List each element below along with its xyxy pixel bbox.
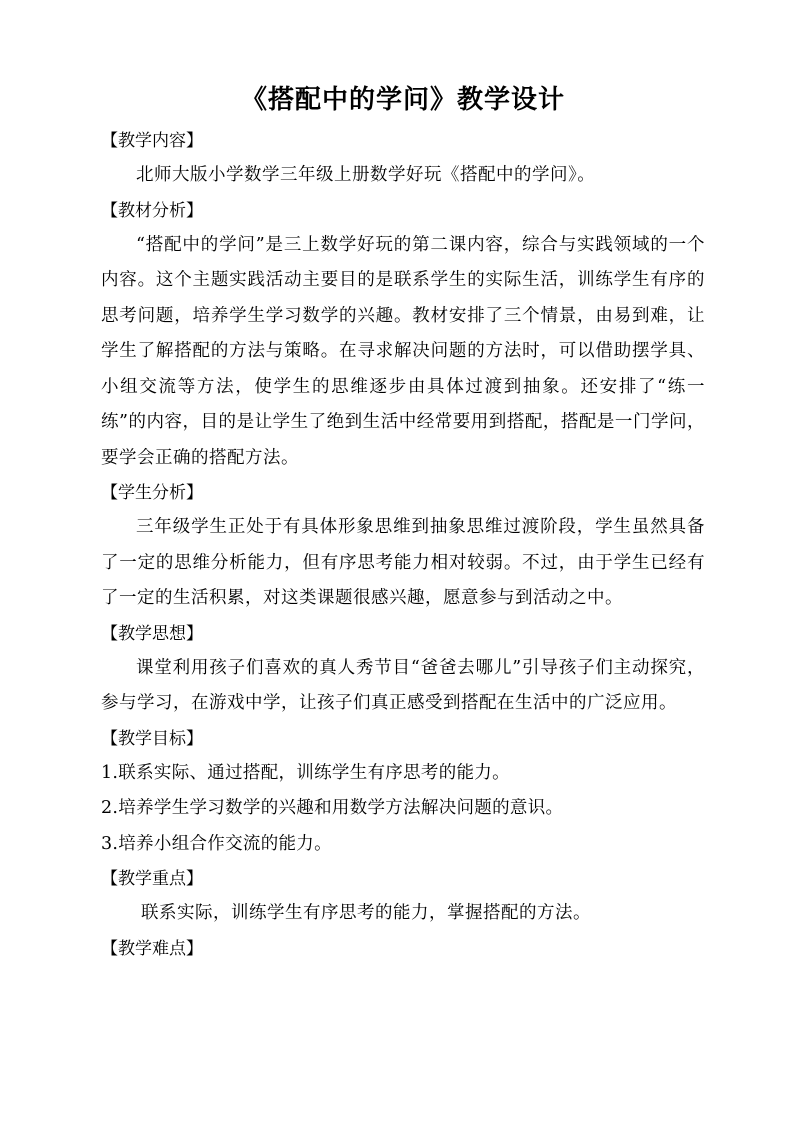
document-page	[101, 82, 705, 966]
section-text-thought: 课堂利用孩子们喜欢的真人秀节目“爸爸去哪儿”引导孩子们主动探究，参与学习，在游戏中学，让孩子们真正感受到搭配在生活中的广泛应用。	[101, 657, 705, 713]
goal-item: 3.培养小组合作交流的能力。	[101, 833, 332, 854]
section-heading-content: 【教学内容】	[101, 131, 203, 151]
section-heading-thought: 【教学思想】	[101, 623, 203, 644]
section-heading-key: 【教学重点】	[101, 869, 203, 889]
document-title: 《搭配中的学问》教学设计	[240, 85, 565, 115]
section-text-key: 联系实际，训练学生有序思考的能力，掌握搭配的方法。	[141, 903, 591, 923]
goal-item: 2.培养学生学习数学的兴趣和用数学方法解决问题的意识。	[101, 798, 564, 818]
goal-item: 1.联系实际、通过搭配，训练学生有序思考的能力。	[101, 762, 510, 783]
section-heading-material: 【教材分析】	[101, 200, 203, 221]
section-text-content: 北师大版小学数学三年级上册数学好玩《搭配中的学问》。	[136, 165, 596, 185]
section-heading-students: 【学生分析】	[101, 483, 203, 503]
section-text-material: “搭配中的学问”是三上数学好玩的第二课内容，综合与实践领域的一个内容。这个主题实践活动主要目的是联系学生的实际生活，训练学生有序的思考问题，培养学生学习数学的兴趣。教材安排了三个情景，由易到难，让学生了解搭配的方法与策略。在寻求解决问题的方法时，可以借助摆学具、小组交流等方法，使学生的思维逐步由具体过渡到抽象。还安排了“练一练”的内容，目的是让学生了绝到生活中经常要用到搭配，搭配是一门学问，要学会正确的搭配方法。	[101, 234, 705, 468]
section-heading-goals: 【教学目标】	[101, 728, 203, 749]
section-heading-difficulty: 【教学难点】	[101, 938, 203, 959]
section-text-students: 三年级学生正处于有具体形象思维到抽象思维过渡阶段，学生虽然具备了一定的思维分析能力，但有序思考能力相对较弱。不过，由于学生已经有了一定的生活积累，对这类课题很感兴趣，愿意参与到活动之中。	[101, 517, 705, 608]
